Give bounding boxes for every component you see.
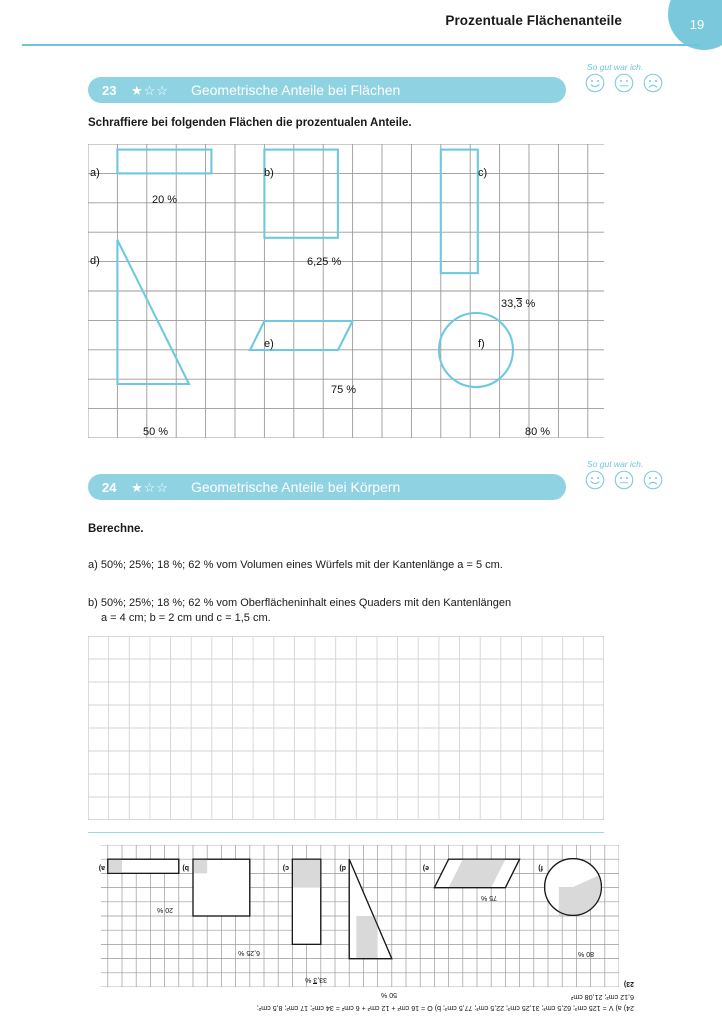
solution-figure-d-letter: d) xyxy=(339,864,346,871)
happy-face-icon[interactable] xyxy=(585,470,605,490)
figure-c-letter: c) xyxy=(478,167,488,179)
solution-figure-c-letter: c) xyxy=(282,864,289,871)
solution-divider xyxy=(88,832,604,833)
work-grid[interactable] xyxy=(88,636,604,820)
page-title: Prozentuale Flächenanteile xyxy=(445,13,622,28)
happy-face-icon[interactable] xyxy=(585,73,605,93)
solution-figure-b xyxy=(193,859,250,916)
solution-task-24-line-2: 6,12 cm²; 21,08 cm² xyxy=(570,993,634,1001)
solution-figure-c-percent: 33,3 % xyxy=(305,976,327,983)
figure-c-rectangle xyxy=(441,150,478,274)
task-24-number: 24 xyxy=(102,479,117,495)
solution-figure-a-percent: 20 % xyxy=(157,906,173,913)
figure-b-letter: b) xyxy=(264,167,274,179)
task-23-difficulty-stars: ★☆☆ xyxy=(131,82,169,98)
solution-figure-d xyxy=(349,859,392,958)
solution-figure-e-percent: 75 % xyxy=(481,894,497,901)
figure-e-percent: 75 % xyxy=(331,384,357,396)
figure-d-letter: d) xyxy=(90,255,100,267)
neutral-face-icon[interactable] xyxy=(614,73,634,93)
solution-figure-d-percent: 50 % xyxy=(381,991,397,998)
solution-figure-f-percent: 80 % xyxy=(578,950,594,957)
figure-e-letter: e) xyxy=(264,338,274,350)
task-24-title: Geometrische Anteile bei Körpern xyxy=(190,479,401,495)
neutral-face-icon[interactable] xyxy=(614,470,634,490)
figure-a-rectangle xyxy=(117,150,211,174)
sad-face-icon[interactable] xyxy=(643,73,663,93)
task-23-number: 23 xyxy=(102,82,117,98)
figure-c-percent: 33,3 % xyxy=(501,298,536,310)
sad-face-icon[interactable] xyxy=(643,470,663,490)
task-24-line-a: a) 50%; 25%; 18 %; 62 % vom Volumen eines Würfels mit der Kantenlänge a = 5 cm. xyxy=(88,559,503,571)
figure-a-letter: a) xyxy=(90,167,100,179)
solution-figure-a xyxy=(108,859,179,873)
solution-figure-f-letter: f) xyxy=(538,864,543,871)
task-24-line-b-cont: a = 4 cm; b = 2 cm und c = 1,5 cm. xyxy=(101,612,271,624)
page-number: 19 xyxy=(689,17,705,32)
task-23-bar xyxy=(88,77,566,103)
task-24-bar xyxy=(88,474,566,500)
solution-figure-e xyxy=(434,859,519,887)
solution-figure-a-letter: a) xyxy=(98,864,105,871)
figure-b-square xyxy=(264,150,338,238)
solution-task-23-label: 23) xyxy=(623,980,634,987)
task-23-title: Geometrische Anteile bei Flächen xyxy=(190,82,401,98)
task-24-line-b: b) 50%; 25%; 18 %; 62 % vom Oberflächeninhalt eines Quaders mit den Kantenlängen xyxy=(88,597,512,609)
figure-d-percent: 50 % xyxy=(143,426,169,438)
rating-caption: So gut war ich. xyxy=(587,62,644,72)
solution-figure-e-letter: e) xyxy=(422,864,429,871)
figure-a-percent: 20 % xyxy=(152,194,178,206)
page-header xyxy=(0,0,722,46)
solution-task-24-line-1: 24) a) V = 125 cm³; 62,5 cm³; 31,25 cm³; 22,5 cm³; 77,5 cm³; b) O = 16 cm² + 12 cm² + 6 cm² = 34 cm²; 17 cm²; 8,5 cm²; xyxy=(256,1004,634,1012)
solution-figure-f xyxy=(545,859,602,916)
figure-f-letter: f) xyxy=(478,338,485,350)
solution-figure-b-percent: 6,25 % xyxy=(238,949,260,956)
solution-figure-b-letter: b) xyxy=(182,864,189,871)
figure-b-percent: 6,25 % xyxy=(307,256,342,268)
task-23-prompt: Schraffiere bei folgenden Flächen die prozentualen Anteile. xyxy=(88,117,412,129)
task-24-rating[interactable] xyxy=(585,459,695,490)
rating-caption: So gut war ich. xyxy=(587,459,644,469)
header-divider xyxy=(22,44,700,46)
task-24-difficulty-stars: ★☆☆ xyxy=(131,479,169,495)
solution-figure-c xyxy=(292,859,320,944)
task-23-rating[interactable] xyxy=(585,62,695,93)
task-24-prompt: Berechne. xyxy=(88,523,144,535)
solution-answer-key xyxy=(80,836,642,1014)
figure-f-percent: 80 % xyxy=(525,426,551,438)
